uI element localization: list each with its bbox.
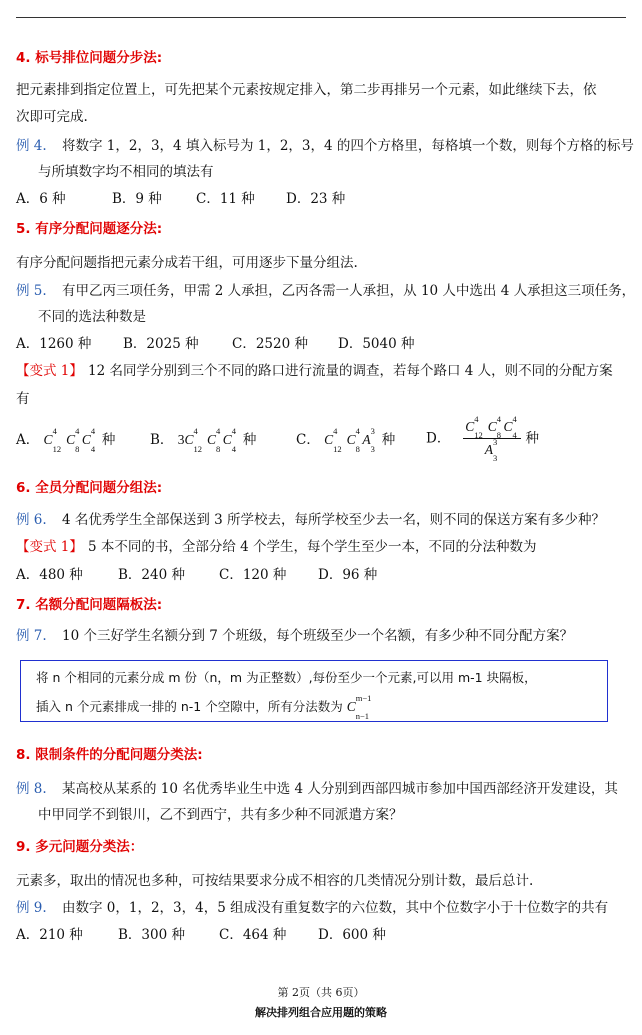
variant-5-option-b <box>150 426 257 454</box>
section-4-heading: 4. 标号排位问题分步法: <box>16 50 163 66</box>
variant-5-line1: 12 名同学分别到三个不同的路口进行流量的调查，若每个路口 4 人，则不同的分配方案 <box>88 363 613 379</box>
example-9-option-a: A．210 种 <box>16 927 83 943</box>
note-line1: 将 n 个相同的元素分成 m 份（n，m 为正整数）,每份至少一个元素,可以用 m-1 块隔板， <box>36 670 537 685</box>
variant-5-option-c <box>296 426 396 454</box>
variant-5-option-a <box>16 426 116 454</box>
section-9-heading: 9. 多元问题分类法： <box>16 839 144 855</box>
option-letter: C． <box>296 432 320 448</box>
formula-fraction: C 4 12 C 4 8 C 4 4 A 3 3 <box>463 418 521 459</box>
note-line2 <box>36 693 372 721</box>
example-4-option-d: D．23 种 <box>286 191 346 207</box>
variant-5-line2: 有 <box>16 391 30 407</box>
variant-6-option-c: C．120 种 <box>219 567 287 583</box>
option-unit: 种 <box>381 432 396 448</box>
example-4-line1: 将数字 1，2，3，4 填入标号为 1，2，3，4 的四个方格里，每格填一个数，则每个方格的标号 <box>62 138 634 154</box>
variant-5-option-d <box>426 414 540 463</box>
variant-6-line1: 5 本不同的书，全部分给 4 个学生，每个学生至少一本，不同的分法种数为 <box>88 539 537 555</box>
top-rule <box>16 17 626 18</box>
example-9-option-c: C．464 种 <box>219 927 287 943</box>
section-9-text: 元素多，取出的情况也多种，可按结果要求分成不相容的几类情况分别计数，最后总计. <box>16 873 534 889</box>
variant-6-option-d: D．96 种 <box>318 567 378 583</box>
example-6-label: 例 6. <box>16 512 47 528</box>
example-5-line2: 不同的选法种数是 <box>38 309 146 325</box>
example-8-line2: 中甲同学不到银川，乙不到西宁，共有多少种不同派遣方案？ <box>38 807 403 823</box>
option-letter: A． <box>16 432 40 448</box>
example-4-option-c: C．11 种 <box>196 191 255 207</box>
section-8-heading: 8. 限制条件的分配问题分类法: <box>16 747 203 763</box>
example-5-option-a: A．1260 种 <box>16 336 92 352</box>
formula-3-c12-c8-c4: 3C 4 12 C 4 8 C 4 4 <box>177 426 237 454</box>
example-4-line2: 与所填数字均不相同的填法有 <box>38 164 214 180</box>
note-line2-text: 插入 n 个元素排成一排的 n-1 个空隙中，所有分法数为 <box>36 699 343 714</box>
example-9-line1: 由数字 0，1，2，3，4，5 组成没有重复数字的六位数，其中个位数字小于十位数字的共有 <box>62 900 609 916</box>
example-7-line1: 10 个三好学生名额分到 7 个班级，每个班级至少一个名额，有多少种不同分配方案？ <box>62 628 574 644</box>
example-8-line1: 某高校从某系的 10 名优秀毕业生中选 4 人分别到西部四城市参加中国西部经济开发建设，其 <box>62 781 618 797</box>
section-7-heading: 7. 名额分配问题隔板法: <box>16 597 163 613</box>
example-5-option-c: C．2520 种 <box>232 336 308 352</box>
example-5-label: 例 5. <box>16 283 47 299</box>
example-5-option-b: B．2025 种 <box>123 336 199 352</box>
section-5-text: 有序分配问题指把元素分成若干组，可用逐步下量分组法. <box>16 255 358 271</box>
option-letter: D． <box>426 430 451 447</box>
example-6-line1: 4 名优秀学生全部保送到 3 所学校去，每所学校至少去一名，则不同的保送方案有多少种？ <box>62 512 606 528</box>
example-7-label: 例 7. <box>16 628 47 644</box>
example-4-option-b: B．9 种 <box>112 191 162 207</box>
formula-c-n-1-m-1: C m−1 n−1 <box>346 693 372 721</box>
formula-c12-c8-a3: C 4 12 C 4 8 A 3 3 <box>324 426 375 454</box>
section-4-text-line1: 把元素排到指定位置上，可先把某个元素按规定排入，第二步再排另一个元素，如此继续下去，依 <box>16 82 597 98</box>
variant-6-option-b: B．240 种 <box>118 567 185 583</box>
example-9-label: 例 9. <box>16 900 47 916</box>
option-unit: 种 <box>101 432 116 448</box>
document-title: 解决排列组合应用题的策略 <box>255 1006 387 1019</box>
variant-6-option-a: A．480 种 <box>16 567 83 583</box>
section-5-heading: 5. 有序分配问题逐分法: <box>16 221 163 237</box>
section-6-heading: 6. 全员分配问题分组法: <box>16 480 163 496</box>
variant-6-label: 【变式 1】 <box>16 539 83 555</box>
formula-c12-c8-c4: C 4 12 C 4 8 C 4 4 <box>43 426 96 454</box>
page-number: 第 2页（共 6页） <box>277 986 365 999</box>
option-unit: 种 <box>242 432 257 448</box>
variant-5-label: 【变式 1】 <box>16 363 83 379</box>
example-5-line1: 有甲乙丙三项任务，甲需 2 人承担，乙丙各需一人承担，从 10 人中选出 4 人承担这三项任务， <box>62 283 636 299</box>
example-4-option-a: A．6 种 <box>16 191 66 207</box>
section-4-text-line2: 次即可完成. <box>16 109 88 125</box>
example-4-label: 例 4. <box>16 138 47 154</box>
option-letter: B． <box>150 432 174 448</box>
example-9-option-d: D．600 种 <box>318 927 386 943</box>
example-8-label: 例 8. <box>16 781 47 797</box>
example-5-option-d: D．5040 种 <box>338 336 415 352</box>
example-9-option-b: B．300 种 <box>118 927 185 943</box>
option-unit: 种 <box>525 430 540 447</box>
